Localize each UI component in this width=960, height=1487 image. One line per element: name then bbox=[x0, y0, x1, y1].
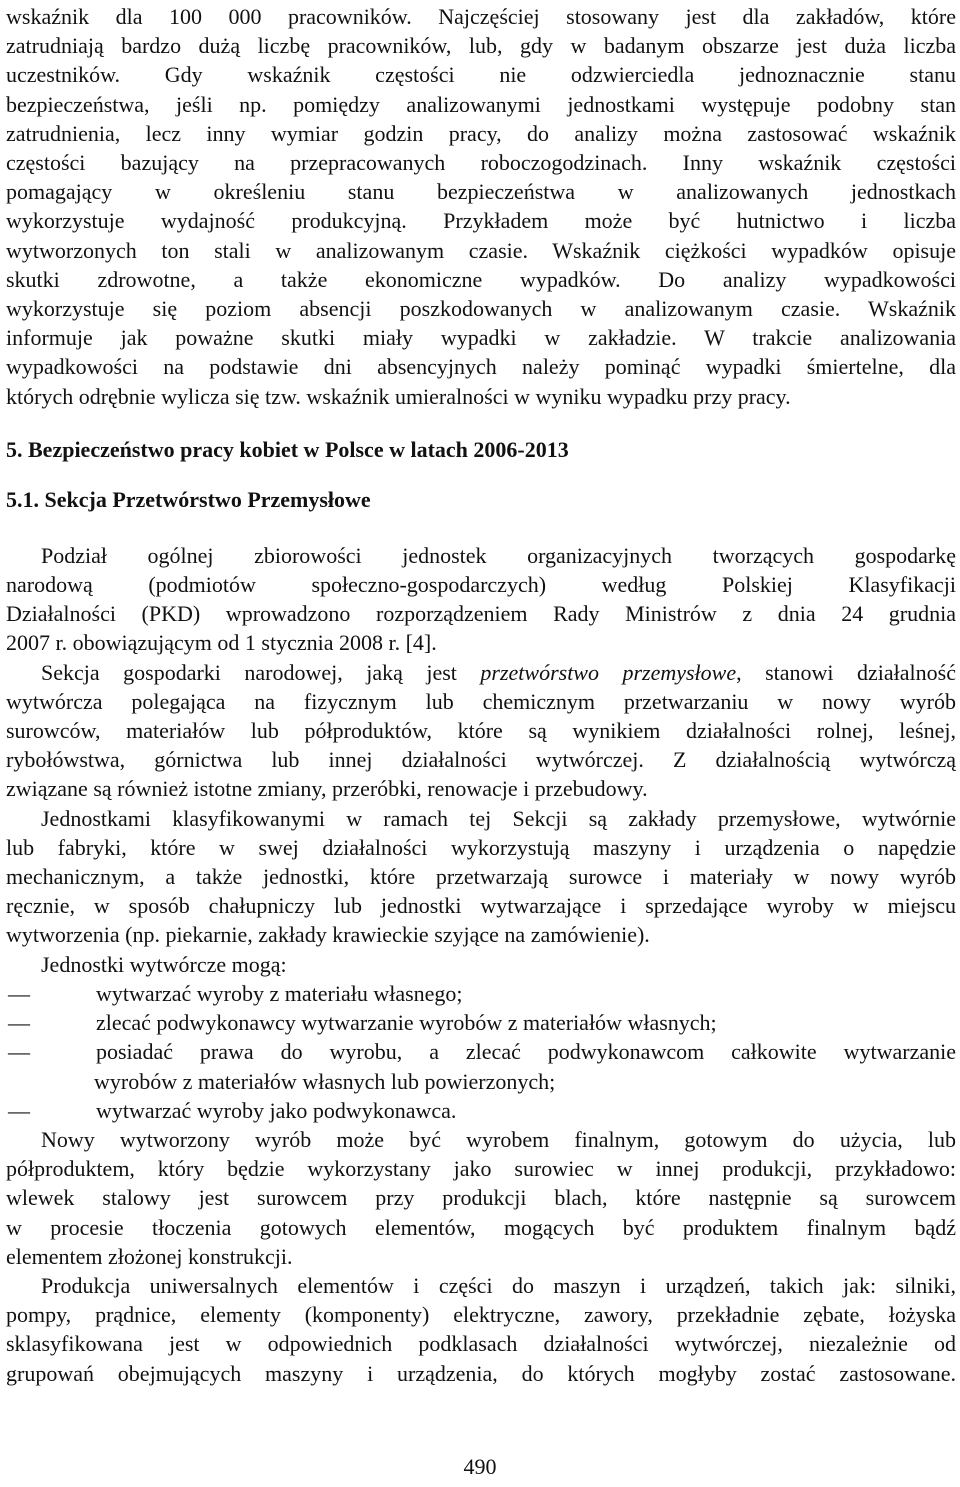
text-line: Nowy wytworzony wyrób może być wyrobem finalnym, gotowym do użycia, lub bbox=[41, 1126, 956, 1152]
text-line: sklasyfikowana jest w odpowiednich podklasach działalności wytwórczej, niezależnie od bbox=[6, 1331, 956, 1357]
text-line: wytwórcza polegająca na fizycznym lub chemicznym przetwarzaniu w nowy wyrób bbox=[6, 688, 956, 714]
text-line: pompy, prądnice, elementy (komponenty) elektryczne, zawory, przekładnie zębate, łożyska bbox=[6, 1302, 956, 1328]
paragraph-section-definition bbox=[6, 658, 956, 804]
text-line: Jednostkami klasyfikowanymi w ramach tej Sekcji są zakłady przemysłowe, wytwórnie bbox=[41, 805, 956, 831]
text-line: częstości bazujący na przepracowanych roboczogodzinach. Inny wskaźnik częstości bbox=[6, 150, 956, 176]
text-line: wypadkowości na podstawie dni absencyjnych należy pominąć wypadki śmiertelne, dla bbox=[6, 354, 956, 380]
dash-bullet: — bbox=[8, 1010, 30, 1036]
text-line: półproduktem, który będzie wykorzystany jako surowiec w innej produkcji, przykładowo: bbox=[6, 1156, 956, 1182]
text-span: , stanowi działalność bbox=[736, 659, 956, 685]
paragraph-new-product bbox=[6, 1125, 956, 1271]
document-page bbox=[6, 2, 956, 1388]
italic-term: przetwórstwo przemysłowe bbox=[480, 659, 737, 685]
text-line: informuje jak poważne skutki miały wypadki w zakładzie. W trakcie analizowania bbox=[6, 325, 956, 351]
list-item bbox=[6, 1037, 956, 1066]
text-line: wytwarzać wyroby jako podwykonawca. bbox=[96, 1097, 457, 1123]
text-line: bezpieczeństwa, jeśli np. pomiędzy analizowanymi jednostkami występuje podobny stan bbox=[6, 91, 956, 117]
paragraph-pkd bbox=[6, 541, 956, 658]
list-item bbox=[6, 1008, 956, 1037]
text-line: zlecać podwykonawcy wytwarzanie wyrobów z materiałów własnych; bbox=[96, 1010, 717, 1036]
dash-bullet: — bbox=[8, 980, 30, 1006]
list-item-continuation bbox=[6, 1067, 956, 1096]
text-line: lub fabryki, które w swej działalności wykorzystują maszyny i urządzenia o napędzie bbox=[6, 834, 956, 860]
text-line: w procesie tłoczenia gotowych elementów, mogących być produktem finalnym bądź bbox=[6, 1214, 956, 1240]
text-line: wlewek stalowy jest surowcem przy produkcji blach, które następnie są surowcem bbox=[6, 1185, 956, 1211]
list-item bbox=[6, 979, 956, 1008]
dash-bullet: — bbox=[8, 1039, 30, 1065]
subsection-heading: 5.1. Sekcja Przetwórstwo Przemysłowe bbox=[6, 486, 371, 512]
text-line: mechanicznym, a także jednostki, które przetwarzają surowce i materiały w nowy wyrób bbox=[6, 864, 956, 890]
text-line: których odrębnie wylicza się tzw. wskaźnik umieralności w wyniku wypadku przy pracy. bbox=[6, 383, 791, 409]
text-line: pomagający w określeniu stanu bezpieczeństwa w analizowanych jednostkach bbox=[6, 179, 956, 205]
text-line: uczestników. Gdy wskaźnik częstości nie odzwierciedla jednoznacznie stanu bbox=[6, 62, 956, 88]
text-line: surowców, materiałów lub półproduktów, które są wynikiem działalności rolnej, leśnej, bbox=[6, 718, 956, 744]
bullet-list bbox=[6, 979, 956, 1125]
text-line: Podział ogólnej zbiorowości jednostek organizacyjnych tworzących gospodarkę bbox=[41, 542, 956, 568]
paragraph-units bbox=[6, 804, 956, 950]
text-span: Sekcja gospodarki narodowej, jaką jest bbox=[41, 659, 481, 685]
text-line: elementem złożonej konstrukcji. bbox=[6, 1243, 293, 1269]
text-line: skutki zdrowotne, a także ekonomiczne wypadków. Do analizy wypadkowości bbox=[6, 266, 956, 292]
text-line: wykorzystuje się poziom absencji poszkodowanych w analizowanym czasie. Wskaźnik bbox=[6, 296, 956, 322]
text-line: wytworzonych ton stali w analizowanym czasie. Wskaźnik ciężkości wypadków opisuje bbox=[6, 237, 956, 263]
text-line: wykorzystuje wydajność produkcyjną. Przykładem może być hutnictwo i liczba bbox=[6, 208, 956, 234]
page-number: 490 bbox=[463, 1454, 497, 1479]
text-line: Produkcja uniwersalnych elementów i części do maszyn i urządzeń, takich jak: silniki, bbox=[41, 1272, 956, 1298]
text-line: zatrudniają bardzo dużą liczbę pracowników, lub, gdy w badanym obszarze jest duża liczba bbox=[6, 33, 956, 59]
text-line: rybołówstwa, górnictwa lub innej działalności wytwórczej. Z działalnością wytwórczą bbox=[6, 747, 956, 773]
text-line: Działalności (PKD) wprowadzono rozporządzeniem Rady Ministrów z dnia 24 grudnia bbox=[6, 601, 956, 627]
text-line: zatrudnienia, lecz inny wymiar godzin pracy, do analizy można zastosować wskaźnik bbox=[6, 120, 956, 146]
text-line: wskaźnik dla 100 000 pracowników. Najczęściej stosowany jest dla zakładów, które bbox=[6, 4, 956, 29]
text-line bbox=[6, 658, 956, 687]
text-line: wytworzenia (np. piekarnie, zakłady krawieckie szyjące na zamówienie). bbox=[6, 922, 650, 948]
text-line: 2007 r. obowiązującym od 1 stycznia 2008 r. [4]. bbox=[6, 630, 437, 656]
list-intro: Jednostki wytwórcze mogą: bbox=[41, 951, 287, 977]
text-line: grupowań obejmujących maszyny i urządzenia, do których mogłyby zostać zastosowane. bbox=[6, 1360, 956, 1386]
text-line: ręcznie, w sposób chałupniczy lub jednostki wytwarzające i sprzedające wyroby w miejscu bbox=[6, 893, 956, 919]
text-line: związane są również istotne zmiany, przeróbki, renowacje i przebudowy. bbox=[6, 776, 648, 802]
section-heading: 5. Bezpieczeństwo pracy kobiet w Polsce w latach 2006-2013 bbox=[6, 436, 569, 462]
list-item bbox=[6, 1096, 956, 1125]
intro-paragraph bbox=[6, 2, 956, 411]
text-line: wytwarzać wyroby z materiału własnego; bbox=[96, 980, 463, 1006]
text-line: narodową (podmiotów społeczno-gospodarczych) według Polskiej Klasyfikacji bbox=[6, 572, 956, 598]
text-line: posiadać prawa do wyrobu, a zlecać podwykonawcom całkowite wytwarzanie bbox=[96, 1039, 956, 1065]
paragraph-universal-elements bbox=[6, 1271, 956, 1388]
dash-bullet: — bbox=[8, 1097, 30, 1123]
text-line: wyrobów z materiałów własnych lub powierzonych; bbox=[94, 1068, 556, 1094]
